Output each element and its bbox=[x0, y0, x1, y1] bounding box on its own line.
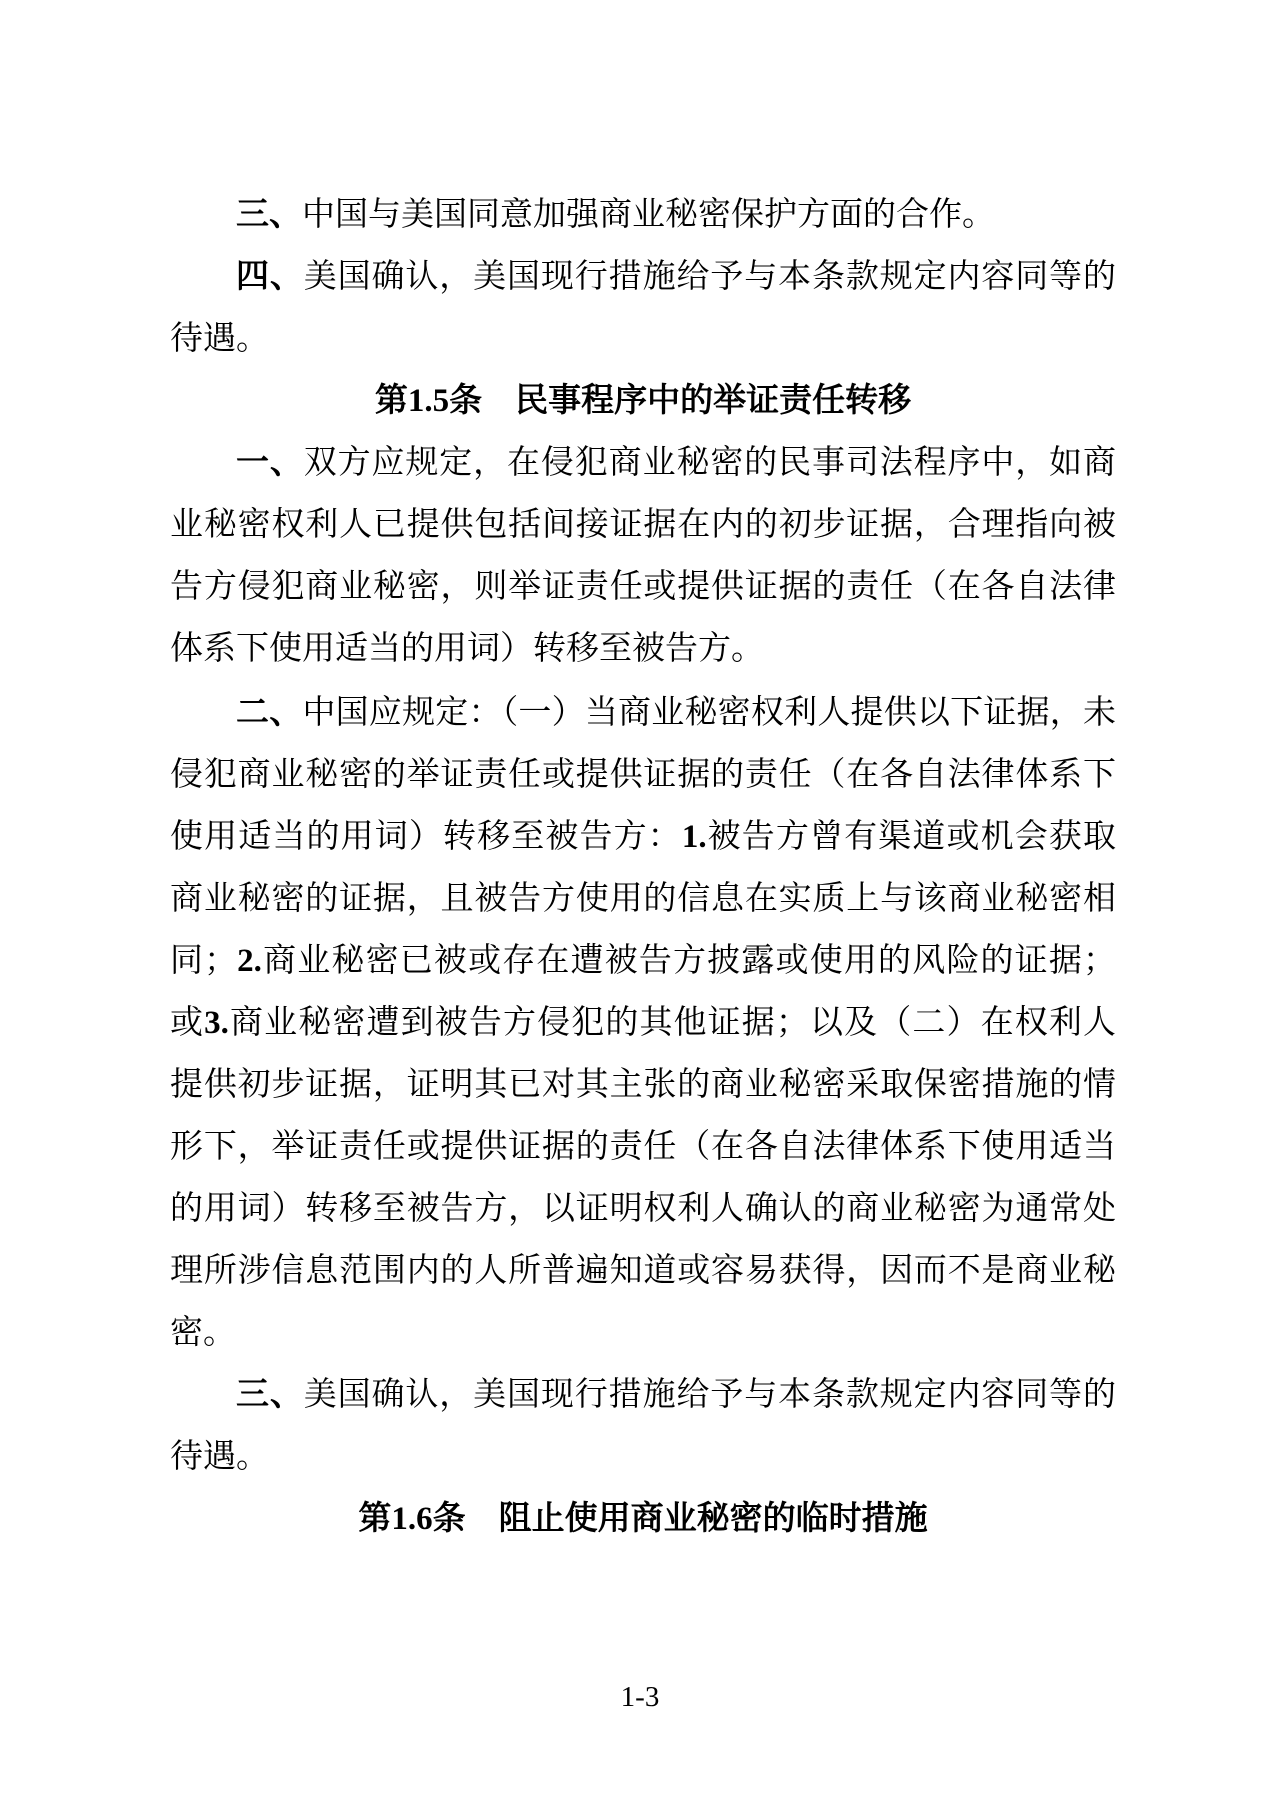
text-segment: 一、 bbox=[236, 445, 304, 481]
text-segment: 中国应规定：（一）当商业秘密权利人提供以下证据，未侵犯商业秘密的举证责任或提供证据的责任（在各自法律体系下使用适当的用词）转移至被告方： bbox=[170, 695, 1117, 855]
text-segment: 美国确认，美国现行措施给予与本条款规定内容同等的待遇。 bbox=[170, 1377, 1117, 1475]
text-segment: 第1.6条 阻止使用商业秘密的临时措施 bbox=[358, 1501, 928, 1537]
text-segment: 第1.5条 民事程序中的举证责任转移 bbox=[374, 383, 912, 419]
text-segment: 中国与美国同意加强商业秘密保护方面的合作。 bbox=[302, 197, 995, 233]
document-body bbox=[170, 184, 1116, 1550]
text-segment: 双方应规定，在侵犯商业秘密的民事司法程序中，如商业秘密权利人已提供包括间接证据在内的初步证据，合理指向被告方侵犯商业秘密，则举证责任或提供证据的责任（在各自法律体系下使用适当的用词）转移至被告方。 bbox=[170, 445, 1117, 667]
article-heading bbox=[170, 370, 1116, 432]
article-heading bbox=[170, 1488, 1116, 1550]
paragraph bbox=[170, 1364, 1116, 1488]
text-segment: 商业秘密已被或存在遭被告方披露或使用的风险的证据；或 bbox=[170, 943, 1117, 1041]
page-number: 1-3 bbox=[620, 1681, 660, 1713]
text-segment: 四、 bbox=[236, 259, 304, 295]
text-segment: 1. bbox=[681, 819, 707, 855]
text-segment: 二、 bbox=[236, 695, 303, 731]
text-segment: 商业秘密遭到被告方侵犯的其他证据；以及（二）在权利人提供初步证据，证明其已对其主张的商业秘密采取保密措施的情形下，举证责任或提供证据的责任（在各自法律体系下使用适当的用词）转移至被告方，以证明权利人确认的商业秘密为通常处理所涉信息范围内的人所普遍知道或容易获得，因而不是商业秘密。 bbox=[170, 1005, 1117, 1351]
paragraph bbox=[170, 246, 1116, 370]
paragraph bbox=[170, 184, 1116, 246]
text-segment: 美国确认，美国现行措施给予与本条款规定内容同等的待遇。 bbox=[170, 259, 1117, 357]
text-segment: 2. bbox=[237, 943, 262, 979]
text-segment: 三、 bbox=[236, 1377, 304, 1413]
text-segment: 被告方曾有渠道或机会获取商业秘密的证据，且被告方使用的信息在实质上与该商业秘密相同； bbox=[170, 819, 1117, 979]
paragraph bbox=[170, 432, 1116, 680]
text-segment: 3. bbox=[204, 1005, 229, 1041]
text-segment: 三、 bbox=[236, 197, 302, 233]
paragraph bbox=[170, 682, 1116, 1364]
